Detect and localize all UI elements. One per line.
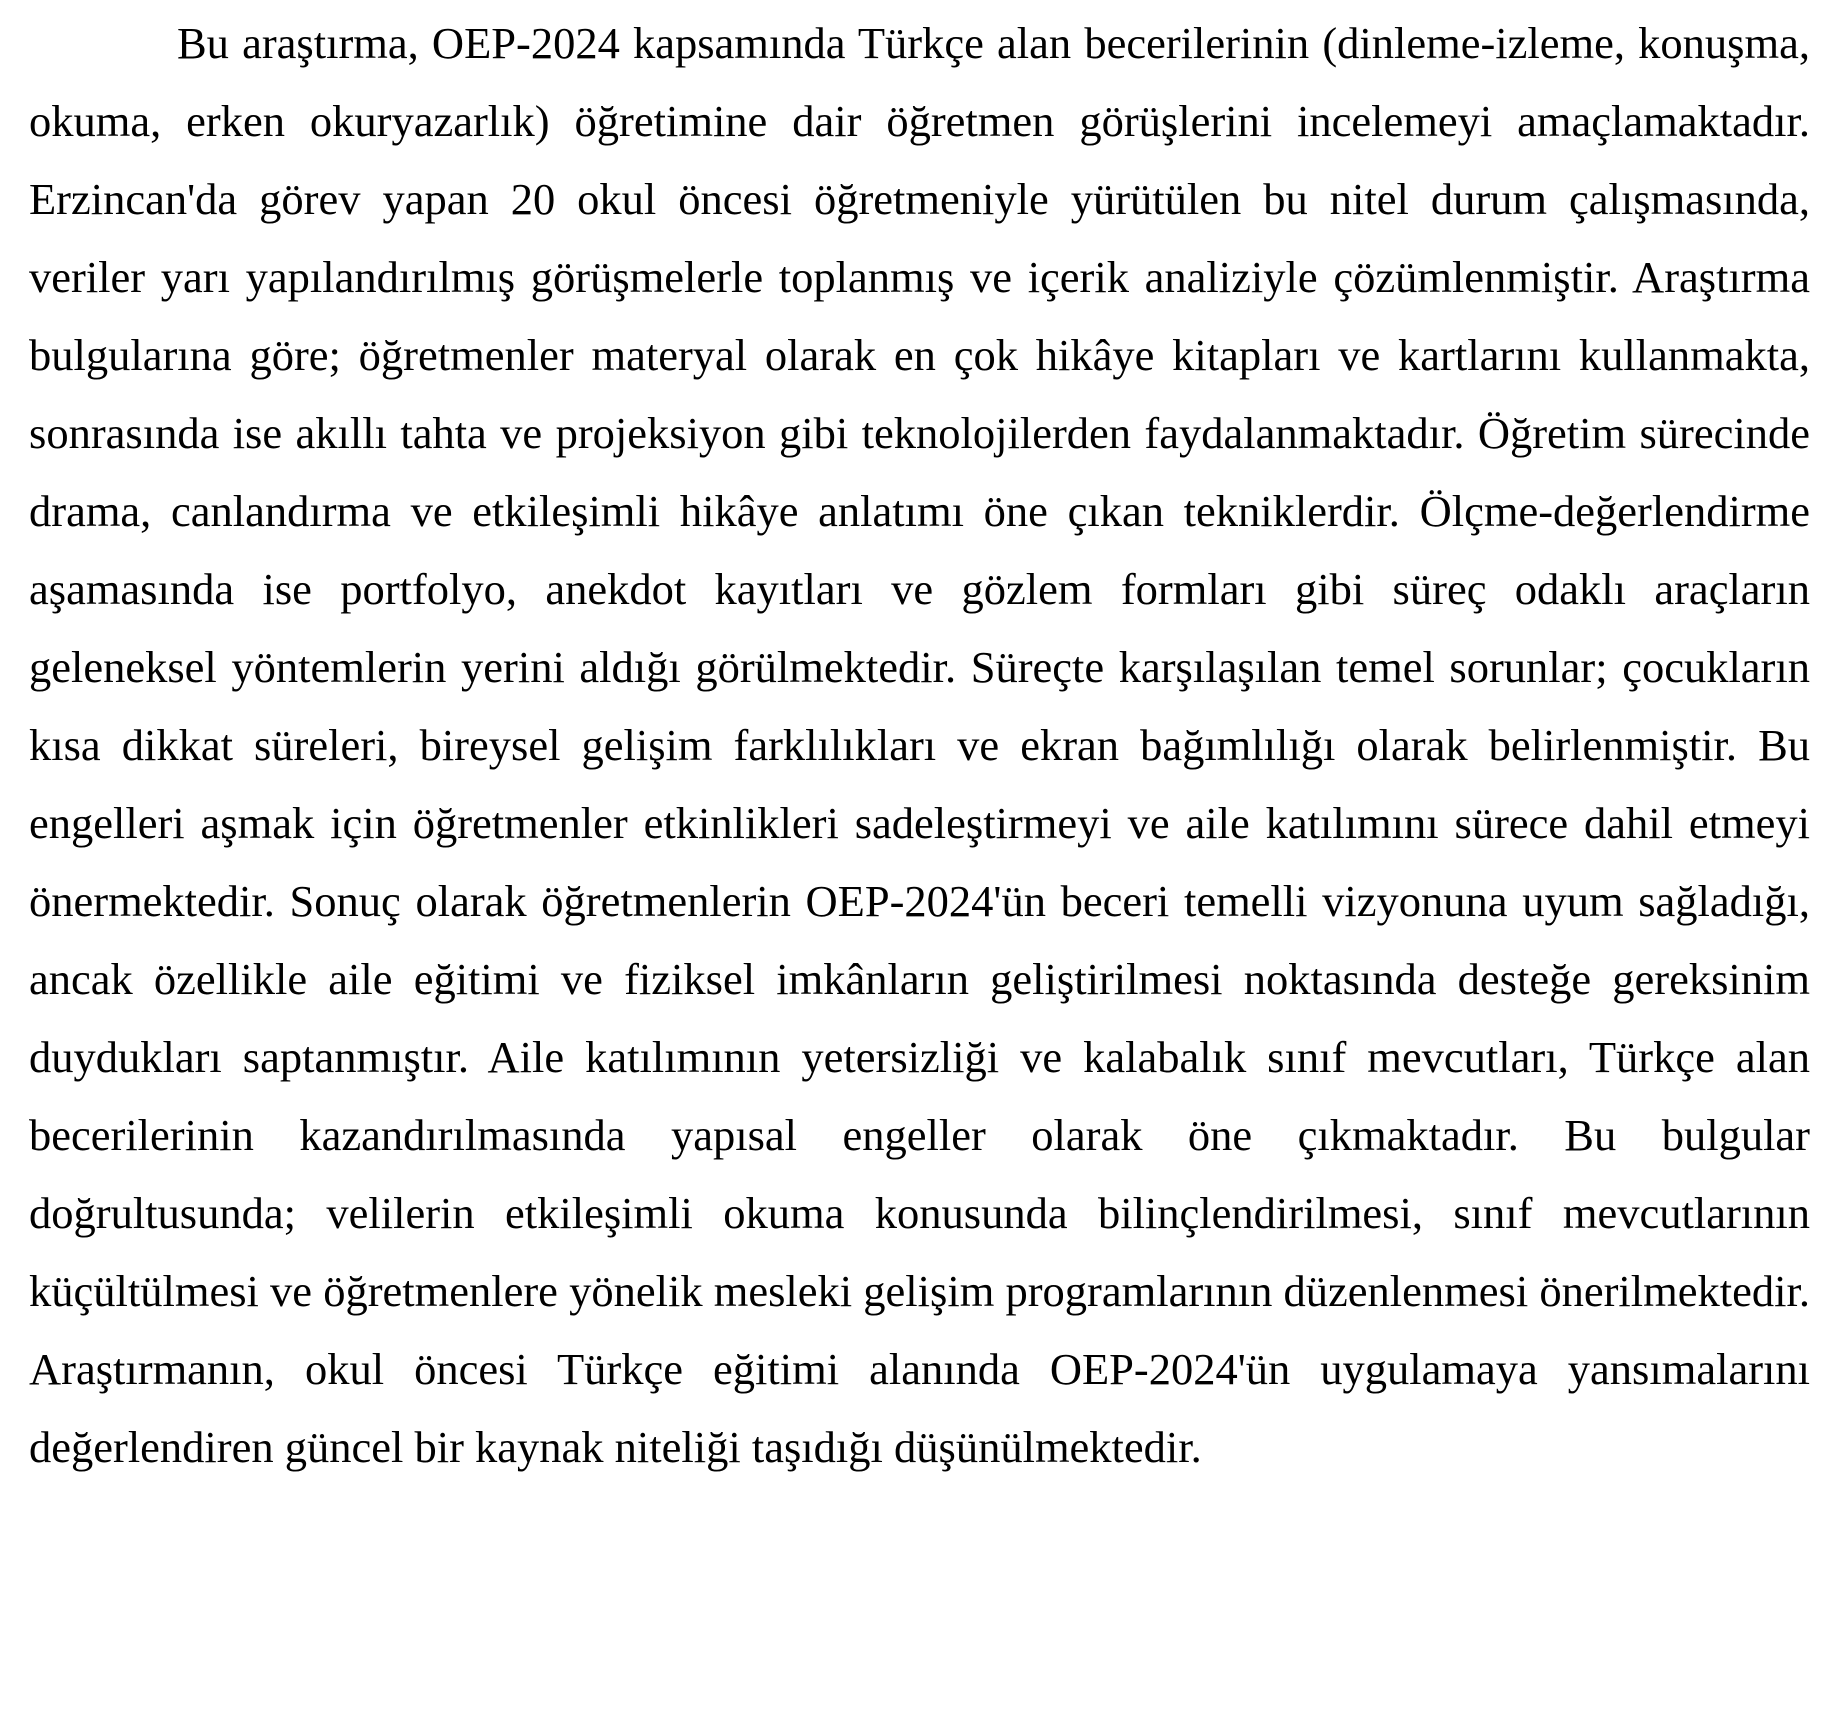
abstract-paragraph: Bu araştırma, OEP-2024 kapsamında Türkçe alan becerilerinin (dinleme-izleme, konuşma, okuma, erken okuryazarlık) öğretimine dair öğretmen görüşlerini incelemeyi amaçlamaktadır. Erzincan'da görev yapan 20 okul öncesi öğretmeniyle yürütülen bu nitel durum çalışmasında, veriler yarı yapılandırılmış görüşmelerle toplanmış ve içerik analiziyle çözümlenmiştir. Araştırma bulgularına göre; öğretmenler materyal olarak en çok hikâye kitapları ve kartlarını kullanmakta, sonrasında ise akıllı tahta ve projeksiyon gibi teknolojilerden faydalanmaktadır. Öğretim sürecinde drama, canlandırma ve etkileşimli hikâye anlatımı öne çıkan tekniklerdir. Ölçme-değerlendirme aşamasında ise portfolyo, anekdot kayıtları ve gözlem formları gibi süreç odaklı araçların geleneksel yöntemlerin yerini aldığı görülmektedir. Süreçte karşılaşılan temel sorunlar; çocukların kısa dikkat süreleri, bireysel gelişim farklılıkları ve ekran bağımlılığı olarak belirlenmiştir. Bu engelleri aşmak için öğretmenler etkinlikleri sadeleştirmeyi ve aile katılımını sürece dahil etmeyi önermektedir. Sonuç olarak öğretmenlerin OEP-2024'ün beceri temelli vizyonuna uyum sağladığı, ancak özellikle aile eğitimi ve fiziksel imkânların geliştirilmesi noktasında desteğe gereksinim duydukları saptanmıştır. Aile katılımının yetersizliği ve kalabalık sınıf mevcutları, Türkçe alan becerilerinin kazandırılmasında yapısal engeller olarak öne çıkmaktadır. Bu bulgular doğrultusunda; velilerin etkileşimli okuma konusunda bilinçlendirilmesi, sınıf mevcutlarının küçültülmesi ve öğretmenlere yönelik mesleki gelişim programlarının düzenlenmesi önerilmektedir. Araştırmanın, okul öncesi Türkçe eğitimi alanında OEP-2024'ün uygulamaya yansımalarını değerlendiren güncel bir kaynak niteliği taşıdığı düşünülmektedir. [29, 18, 1810, 1472]
document-page [29, 0, 1810, 1715]
